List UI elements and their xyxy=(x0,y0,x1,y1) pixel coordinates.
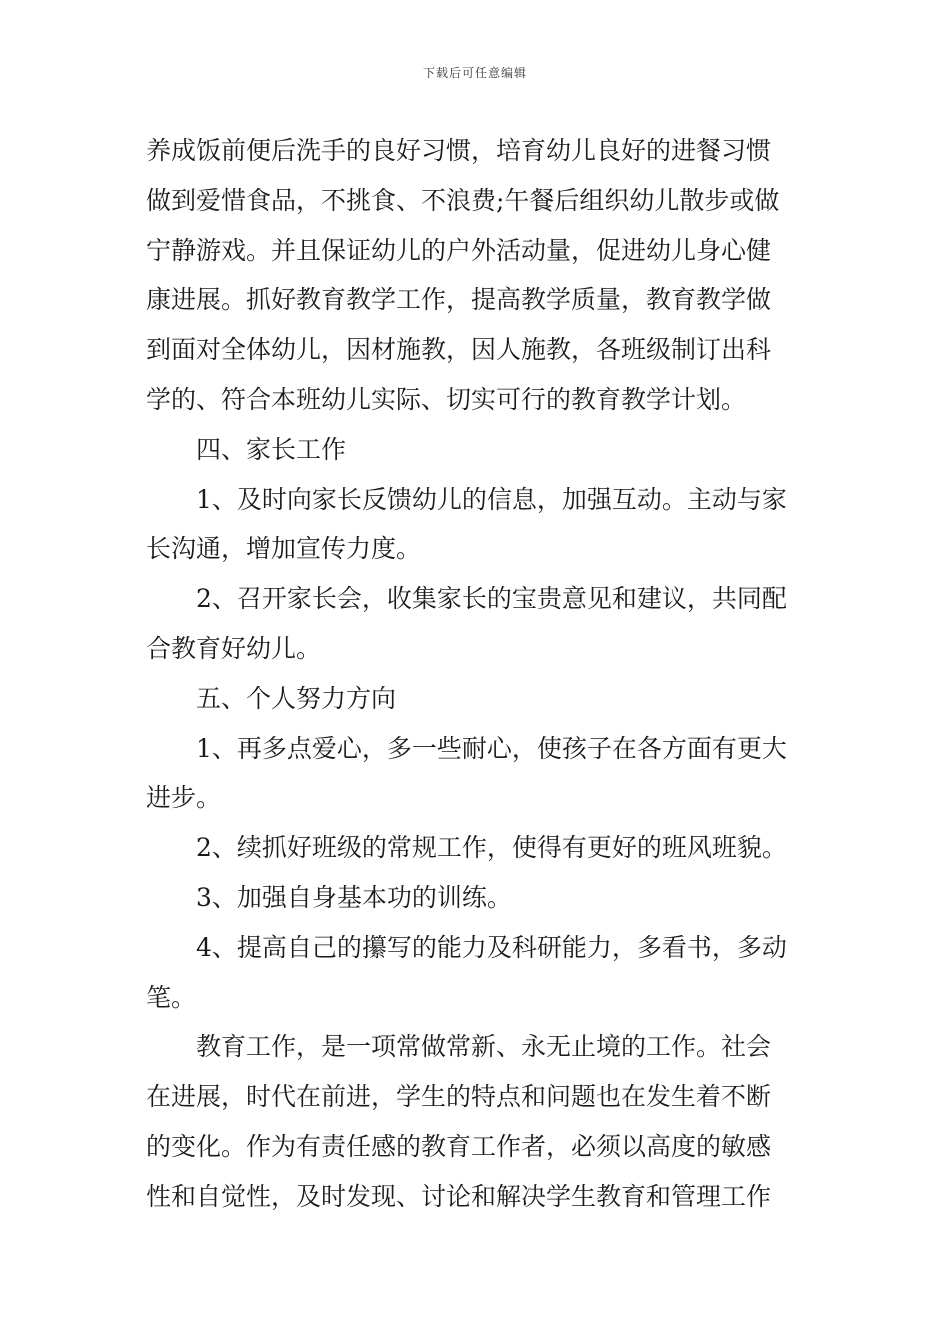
document-body xyxy=(146,126,812,1222)
text-line: 1、及时向家长反馈幼儿的信息，加强互动。主动与家 xyxy=(196,484,787,514)
text-line: 教育工作，是一项常做常新、永无止境的工作。社会 xyxy=(196,1032,772,1062)
text-line: 4、提高自己的攥写的能力及科研能力，多看书，多动 xyxy=(196,932,787,962)
text-line: 养成饭前便后洗手的良好习惯，培育幼儿良好的进餐习惯 xyxy=(146,136,772,165)
text-line: 康进展。抓好教育教学工作，提高教学质量，教育教学做 xyxy=(146,285,772,315)
text-line: 3、加强自身基本功的训练。 xyxy=(196,882,512,912)
text-line: 进步。 xyxy=(146,783,222,813)
text-line: 合教育好幼儿。 xyxy=(146,633,322,663)
text-line: 2、召开家长会，收集家长的宝贵意见和建议，共同配 xyxy=(196,584,787,614)
text-line: 到面对全体幼儿，因材施教，因人施教，各班级制订出科 xyxy=(146,335,772,365)
section-heading: 五、个人努力方向 xyxy=(196,683,397,713)
text-line: 学的、符合本班幼儿实际、切实可行的教育教学计划。 xyxy=(146,384,747,414)
text-line: 宁静游戏。并且保证幼儿的户外活动量，促进幼儿身心健 xyxy=(146,235,772,265)
text-line: 做到爱惜食品，不挑食、不浪费;午餐后组织幼儿散步或做 xyxy=(146,185,780,215)
text-line: 的变化。作为有责任感的教育工作者，必须以高度的敏感 xyxy=(146,1131,772,1161)
text-line: 性和自觉性，及时发现、讨论和解决学生教育和管理工作 xyxy=(146,1181,772,1211)
text-line: 1、再多点爱心，多一些耐心，使孩子在各方面有更大 xyxy=(196,733,787,763)
text-line: 在进展，时代在前进，学生的特点和问题也在发生着不断 xyxy=(146,1082,772,1112)
text-line: 笔。 xyxy=(146,982,197,1012)
page-header: 下载后可任意编辑 xyxy=(422,66,527,80)
text-line: 2、续抓好班级的常规工作，使得有更好的班风班貌。 xyxy=(196,833,787,863)
section-heading: 四、家长工作 xyxy=(196,434,347,464)
text-line: 长沟通，增加宣传力度。 xyxy=(146,534,422,564)
